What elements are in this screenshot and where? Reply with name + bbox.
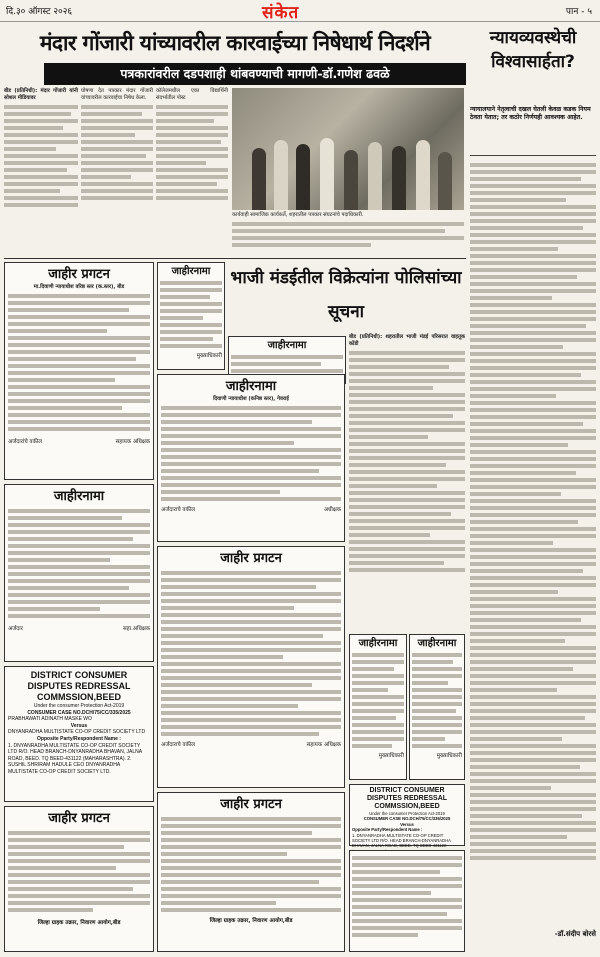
ad-mid-4: [157, 546, 345, 788]
ad-mid-1-title: जाहीरनामा: [171, 266, 211, 277]
ad-mid-3-sign-name: अधीक्षक: [323, 507, 341, 514]
dcd-left: [4, 666, 154, 802]
dcd-left-case: CONSUMER CASE NO.DCH/75/CC/335/2025: [27, 709, 131, 716]
ad-mid-5-sign-name: मुख्याधिकारी: [378, 753, 404, 759]
right-headline: न्यायव्यवस्थेची विश्वासार्हता?: [489, 28, 577, 72]
ad-left-3: [4, 806, 154, 952]
right-body: [470, 160, 596, 925]
lead-col-3-text: कॉलेजमधील एका विद्यार्थिनी संदर्भातील पोस्ट: [156, 88, 228, 102]
dcd-left-act: Under the consumer Protection Act-2019: [33, 703, 125, 709]
dcd-left-opp: DNYANRADHA MULTISTATE CO-OP CREDIT SOCIETY LTD: [8, 729, 146, 736]
dcd-mid-case: CONSUMER CASE NO.DCH/75/CC/336/2025: [363, 816, 451, 822]
ad-left-3-footer: जिल्हा ग्राहक तक्रार, निवारण आयोग,बीड: [37, 920, 121, 926]
ad-mid-1: [157, 262, 225, 370]
second-headline: भाजी मंडईतील विक्रेत्यांना पोलिसांच्या सूचना: [230, 268, 462, 322]
ad-mid-7-footer: जिल्हा ग्राहक तक्रार, निवारण आयोग,बीड: [209, 918, 293, 924]
masthead-logo: संकेत: [262, 3, 300, 23]
second-dateline: बीड (प्रतिनिधी): शहरातील भाजी मंडई परिसरात वाहतूक कोंडी: [349, 334, 465, 348]
right-intro: न्यायालयाने नेतृत्वाची दखल घेतली केवळ कडक नियम ठेवता येतात; तर कठोर निर्णयही आवश्यक आहेत.: [470, 106, 596, 156]
lead-col-3: [156, 88, 228, 234]
dcd-mid-title: DISTRICT CONSUMER DISPUTES REDRESSAL COMMSSION,BEED: [366, 787, 448, 810]
ad-left-2-title: जाहीरनामा: [53, 489, 105, 504]
ad-mid-3-signatory: अर्जदाराचे वकील: [161, 507, 195, 514]
lead-col-2-text: घोषणा देत पत्रकार मंदार गोंजारी यांच्यावरील कारवाईचा निषेध केला.: [81, 88, 153, 102]
section-divider: [4, 258, 466, 259]
ad-left-1-title: जाहीर प्रगटन: [48, 267, 110, 282]
ad-left-1-sign-name: सहायक अधिक्षक: [115, 439, 150, 446]
ad-mid-6-sign-name: मुख्याधिकारी: [436, 753, 462, 759]
issue-date: दि.३० ऑगस्ट २०२६: [6, 7, 73, 17]
lead-lower-text: कार्यवाही सामाजिक कार्यकर्ते, शहरातील पत्रकार संघटनांचे पदाधिकारी.: [232, 212, 364, 218]
lead-dateline: बीड (प्रतिनिधी): मंदार गोंजारी यांनी सोशल मीडियावर: [4, 88, 78, 102]
ad-mid-2-title: जाहीरनामा: [267, 340, 307, 351]
dcd-left-opp-heading: Opposite Party/Respondent Name :: [37, 735, 121, 742]
dcd-left-versus: Versus: [70, 722, 88, 729]
ad-left-3-title: जाहीर प्रगटन: [48, 811, 110, 826]
ad-left-1: [4, 262, 154, 480]
dcd-mid-versus: Versus: [400, 821, 414, 827]
dcd-mid-body: 1. DNYANRADHA MULTISTATE CO-OP CREDIT SOCIETY LTD R/O. HEAD BRANCH-DNYANRADHA BHAVAN, JALNA ROAD, BEED. TQ BEED-431122: [352, 832, 451, 849]
dcd-mid: [349, 784, 465, 849]
lead-col-1: [4, 88, 78, 234]
protest-photo: [232, 88, 464, 210]
ad-mid-3-title: जाहीरनामा: [225, 379, 277, 394]
ad-mid-3: [157, 374, 345, 542]
dcd-mid-continued: [349, 850, 465, 952]
right-byline: -डॉ.संदीप बोरसे: [554, 930, 596, 938]
lead-headline: मंदार गोंजारी यांच्यावरील कारवाईच्या निषेधार्थ निदर्शने: [39, 31, 431, 55]
ad-mid-7-title: जाहीर प्रगटन: [220, 797, 282, 812]
ad-mid-1-sign-name: मुख्याधिकारी: [196, 353, 222, 359]
ad-mid-3-sub: दिवाणी न्यायाधीश (कनिष्ठ स्तर), गेवराई: [213, 396, 289, 402]
ad-mid-6: [409, 634, 465, 780]
ad-left-1-sub: मा.दिवाणी न्यायाधीश वरिष्ठ स्तर (क.स्तर), बीड: [33, 284, 125, 290]
lead-lower: [232, 212, 464, 256]
ad-mid-4-title: जाहीर प्रगटन: [220, 551, 282, 566]
ad-mid-5-title: जाहीरनामा: [358, 638, 398, 649]
ad-mid-4-sign-name: सहायक अधिक्षक: [306, 742, 341, 748]
ad-mid-7: [157, 792, 345, 952]
ad-mid-6-title: जाहीरनामा: [417, 638, 457, 649]
ad-mid-4-signatory: अर्जदाराचे वकील: [161, 742, 195, 748]
second-story-body: [349, 334, 465, 630]
ad-mid-5: [349, 634, 407, 780]
ad-left-2: [4, 484, 154, 662]
lead-subhead: पत्रकारांवरील दडपशाही थांबवण्याची मागणी-डॉ.गणेश ढवळे: [44, 63, 466, 85]
lead-col-2: [81, 88, 153, 234]
dcd-mid-act: Under the consumer Protection Act-2019: [369, 811, 445, 816]
dcd-left-title: DISTRICT CONSUMER DISPUTES REDRESSAL COMMSSION,BEED: [27, 670, 131, 702]
dcd-left-body: 1. DNYANRADHA MULTISTATE CO-OP CREDIT SOCIETY LTD R/O. HEAD BRANCH-DNYANRADHA BHAVAN, JALNA ROAD, BEED. TQ BEED-431122 (MAHARASHTRA). 2. SUSHIL SHRIRAM HADULE CEO DNYANRADHA MULTISTATE CO-OP CREDIT SOCIETY LTD.: [8, 742, 142, 775]
ad-left-2-signatory: अर्जदार: [8, 626, 23, 632]
page-number: पान - ५: [565, 7, 592, 17]
ad-left-2-sign-name: सहा.अधिक्षक: [123, 626, 150, 632]
dcd-left-complainant: PRABHAWATI ADINATH MASKE WO: [8, 716, 92, 723]
dcd-mid-opp-heading: Opposite Party/Respondent Name :: [352, 827, 423, 833]
page-header: [0, 0, 600, 22]
ad-left-1-signatory: अर्जदारांचे वकील: [8, 439, 42, 446]
